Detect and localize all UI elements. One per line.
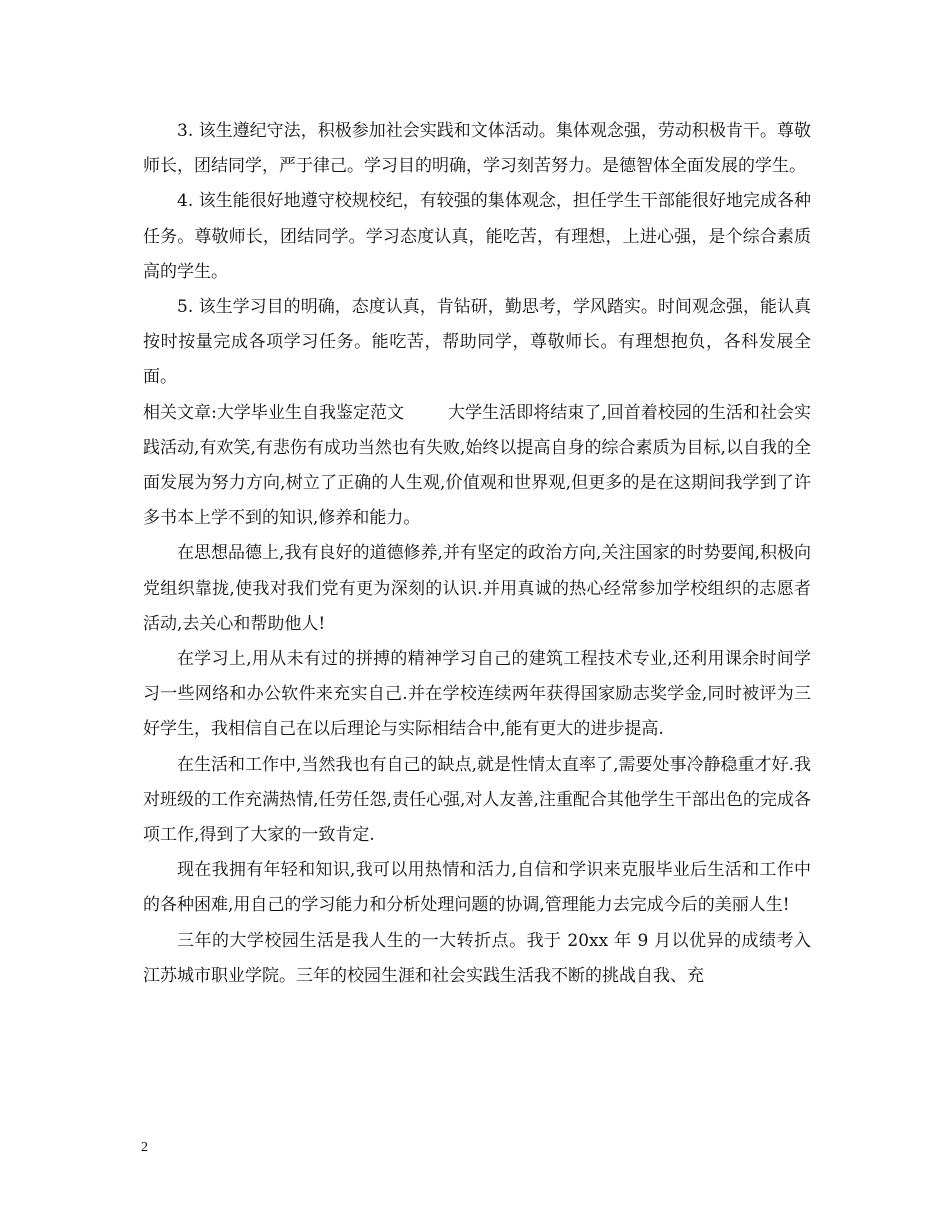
paragraph-evaluation-3: 3. 该生遵纪守法，积极参加社会实践和文体活动。集体观念强，劳动积极肯干。尊敬师长，团结同学，严于律己。学习目的明确，学习刻苦努力。是德智体全面发展的学生。 — [143, 121, 811, 177]
paragraph-study: 在学习上,用从未有过的拼搏的精神学习自己的建筑工程技术专业,还利用课余时间学习一些网络和办公软件来充实自己.并在学校连续两年获得国家励志奖学金,同时被评为三好学生，我相信自己在以后理论与实际相结合中,能有更大的进步提高. — [143, 649, 811, 740]
paragraph-evaluation-4: 4. 该生能很好地遵守校规校纪，有较强的集体观念，担任学生干部能很好地完成各种任务。尊敬师长，团结同学。学习态度认真，能吃苦，有理想，上进心强，是个综合素质高的学生。 — [143, 191, 811, 282]
related-article-label: 相关文章:大学毕业生自我鉴定范文 — [143, 402, 405, 423]
page-number: 2 — [141, 1140, 148, 1155]
paragraph-moral-character: 在思想品德上,我有良好的道德修养,并有坚定的政治方向,关注国家的时势要闻,积极向党组织靠拢,使我对我们党有更为深刻的认识.并用真诚的热心经常参加学校组织的志愿者活动,去关心和帮助他人! — [143, 543, 811, 634]
paragraph-future: 现在我拥有年轻和知识,我可以用热情和活力,自信和学识来克服毕业后生活和工作中的各种困难,用自己的学习能力和分析处理问题的协调,管理能力去完成今后的美丽人生! — [143, 860, 811, 916]
paragraph-related-article — [143, 396, 811, 537]
document-body — [143, 114, 811, 994]
paragraph-evaluation-5: 5. 该生学习目的明确，态度认真，肯钻研，勤思考，学风踏实。时间观念强，能认真按时按量完成各项学习任务。能吃苦，帮助同学，尊敬师长。有理想抱负，各科发展全面。 — [143, 297, 811, 388]
related-article-text: 大学生活即将结束了,回首着校园的生活和社会实践活动,有欢笑,有悲伤有成功当然也有失败,始终以提高自身的综合素质为目标,以自我的全面发展为努力方向,树立了正确的人生观,价值观和世界观,但更多的是在这期间我学到了许多书本上学不到的知识,修养和能力。 — [143, 402, 811, 529]
paragraph-life-work: 在生活和工作中,当然我也有自己的缺点,就是性情太直率了,需要处事冷静稳重才好.我对班级的工作充满热情,任劳任怨,责任心强,对人友善,注重配合其他学生干部出色的完成各项工作,得到了大家的一致肯定. — [143, 754, 811, 846]
paragraph-college-life: 三年的大学校园生活是我人生的一大转折点。我于 20xx 年 9 月以优异的成绩考入江苏城市职业学院。三年的校园生涯和社会实践生活我不断的挑战自我、充 — [143, 930, 811, 986]
